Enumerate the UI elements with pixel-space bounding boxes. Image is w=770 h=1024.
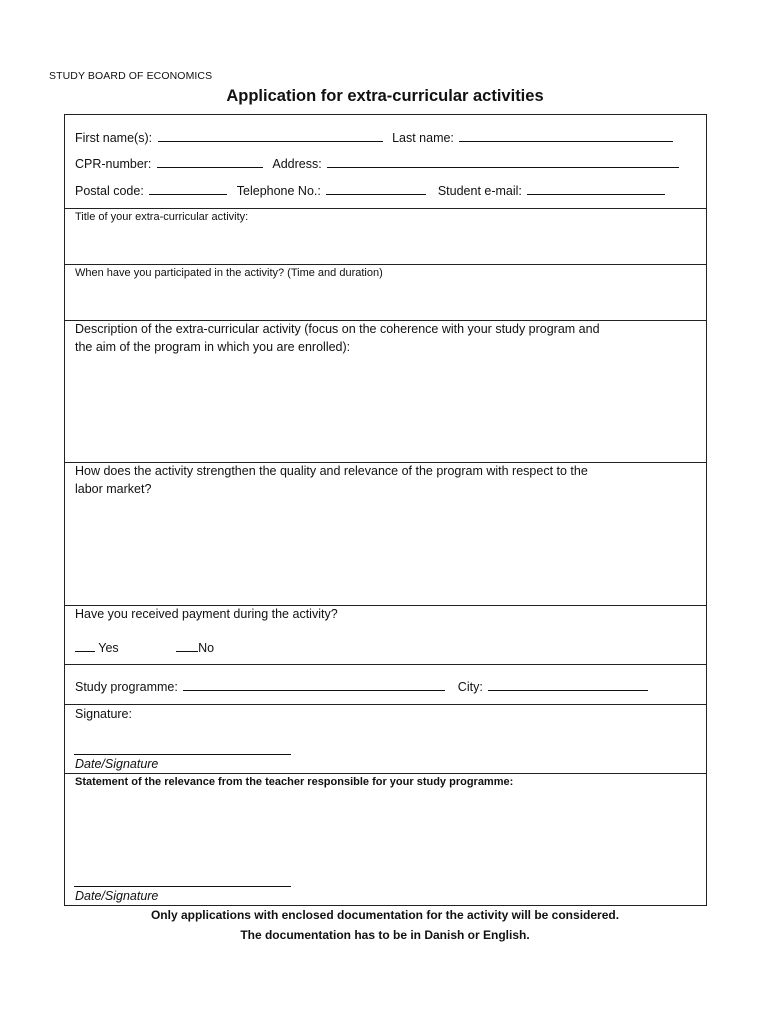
signature-section bbox=[65, 705, 706, 774]
last-name-label: Last name: bbox=[392, 131, 454, 145]
contact-line bbox=[75, 183, 667, 198]
date-signature-label: Date/Signature bbox=[75, 757, 159, 771]
yes-checkbox[interactable] bbox=[75, 640, 95, 652]
teacher-statement-section bbox=[65, 774, 706, 906]
cpr-field[interactable] bbox=[157, 156, 263, 168]
first-name-field[interactable] bbox=[158, 130, 383, 142]
footer-note-line1: Only applications with enclosed documentation for the activity will be considered. bbox=[150, 908, 620, 922]
last-name-field[interactable] bbox=[459, 130, 673, 142]
teacher-date-signature-label: Date/Signature bbox=[75, 889, 159, 903]
quality-label-line1: How does the activity strengthen the quality and relevance of the program with respect to the bbox=[75, 464, 588, 478]
name-line bbox=[75, 130, 675, 145]
email-field[interactable] bbox=[527, 183, 665, 195]
email-label: Student e-mail: bbox=[437, 184, 522, 198]
telephone-field[interactable] bbox=[326, 183, 426, 195]
yes-label: Yes bbox=[98, 641, 119, 655]
description-label-line1: Description of the extra-curricular activity (focus on the coherence with your study program and bbox=[75, 322, 600, 336]
description-label-line2: the aim of the program in which you are enrolled): bbox=[75, 340, 351, 354]
description-section[interactable] bbox=[65, 321, 706, 463]
activity-title-section[interactable] bbox=[65, 209, 706, 265]
no-label: No bbox=[198, 641, 215, 655]
signature-line[interactable] bbox=[74, 754, 291, 755]
personal-info-section bbox=[65, 115, 706, 209]
quality-label-line2: labor market? bbox=[75, 482, 152, 496]
telephone-label: Telephone No.: bbox=[236, 184, 321, 198]
cpr-address-line bbox=[75, 156, 681, 171]
no-checkbox[interactable] bbox=[176, 640, 198, 652]
study-programme-field[interactable] bbox=[183, 679, 445, 691]
postal-code-label: Postal code: bbox=[75, 184, 144, 198]
payment-question: Have you received payment during the activity? bbox=[75, 607, 338, 621]
city-field[interactable] bbox=[488, 679, 648, 691]
study-programme-section bbox=[65, 665, 706, 705]
signature-label: Signature: bbox=[75, 707, 132, 721]
postal-code-field[interactable] bbox=[149, 183, 227, 195]
footer-note-line2: The documentation has to be in Danish or English. bbox=[240, 928, 530, 942]
first-name-label: First name(s): bbox=[75, 131, 153, 145]
payment-section bbox=[65, 606, 706, 665]
cpr-label: CPR-number: bbox=[75, 157, 152, 171]
address-field[interactable] bbox=[327, 156, 679, 168]
city-label: City: bbox=[457, 680, 483, 694]
organization-name: STUDY BOARD OF ECONOMICS bbox=[49, 70, 213, 82]
address-label: Address: bbox=[272, 157, 322, 171]
quality-section[interactable] bbox=[65, 463, 706, 606]
activity-title-label: Title of your extra-curricular activity: bbox=[75, 211, 249, 223]
application-form bbox=[64, 114, 707, 906]
participation-label: When have you participated in the activity? (Time and duration) bbox=[75, 267, 383, 279]
payment-options bbox=[75, 640, 214, 655]
study-programme-label: Study programme: bbox=[75, 680, 178, 694]
teacher-signature-line[interactable] bbox=[74, 886, 291, 887]
study-city-line bbox=[75, 679, 650, 694]
participation-section[interactable] bbox=[65, 265, 706, 321]
page-title: Application for extra-curricular activities bbox=[226, 87, 544, 105]
teacher-statement-label: Statement of the relevance from the teacher responsible for your study programme: bbox=[75, 776, 514, 788]
